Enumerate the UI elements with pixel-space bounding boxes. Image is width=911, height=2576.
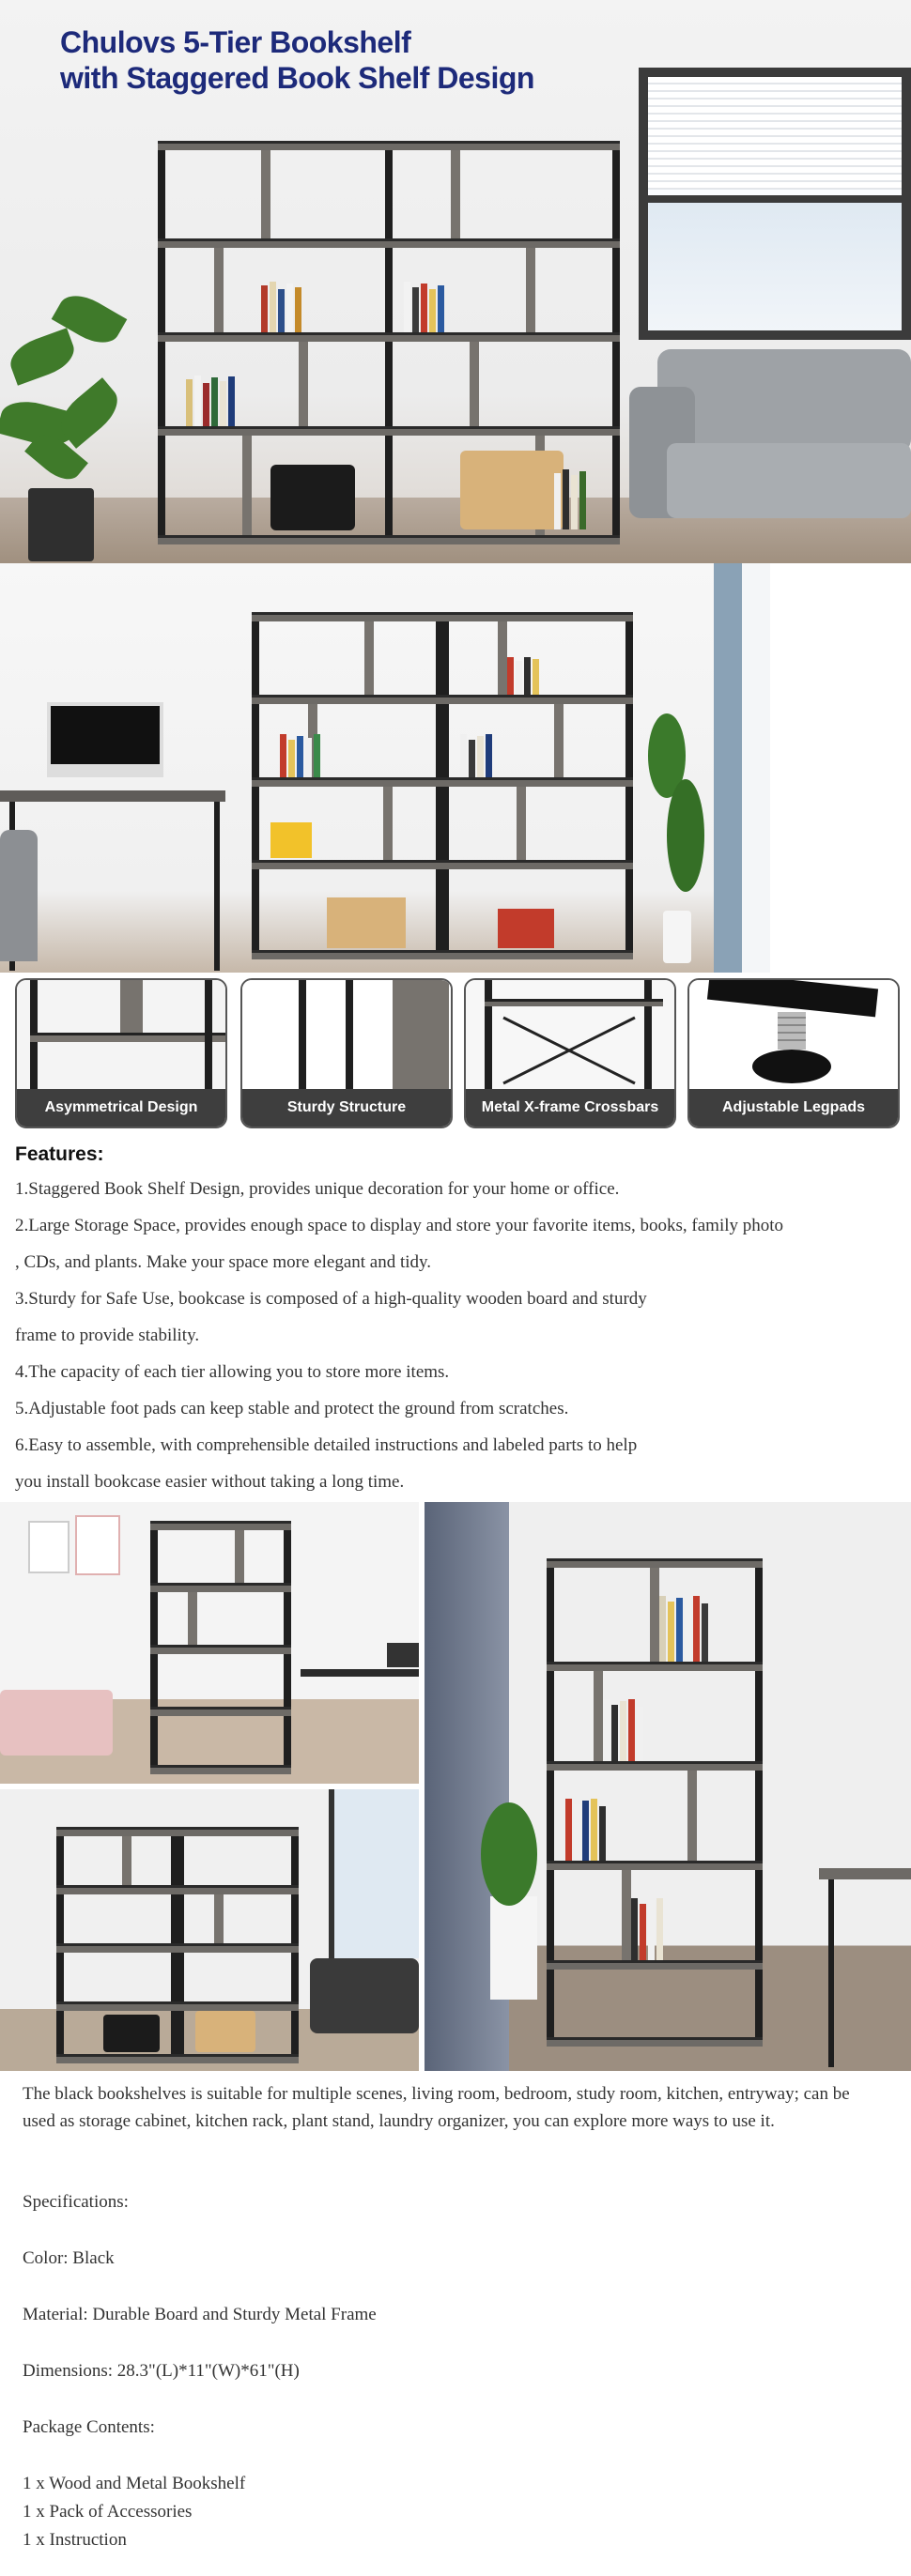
feature-line: 6.Easy to assemble, with comprehensible detailed instructions and labeled parts to help [15,1435,638,1455]
title-line-2: with Staggered Book Shelf Design [60,61,534,95]
spec-color: Color: Black [23,2248,115,2268]
feature-tiles [0,973,911,1134]
feature-tile-asymmetrical [15,978,227,1128]
tile-caption: Asymmetrical Design [17,1089,225,1127]
bookshelf-photo [158,141,393,544]
feature-tile-legpads [687,978,900,1128]
feature-line: frame to provide stability. [15,1326,200,1345]
spec-dimensions: Dimensions: 28.3"(L)*11"(W)*61"(H) [23,2361,300,2381]
features-section [0,1134,911,1502]
specs-heading: Specifications: [23,2192,129,2212]
package-item: 1 x Wood and Metal Bookshelf [23,2474,246,2493]
package-item: 1 x Pack of Accessories [23,2502,193,2522]
monitor-icon [47,702,163,777]
living-room-photo [0,1789,419,2071]
package-heading: Package Contents: [23,2417,155,2437]
office-scene-photo [0,563,911,973]
sofa-image [629,349,911,537]
feature-line: 3.Sturdy for Safe Use, bookcase is composed of a high-quality wooden board and sturdy [15,1289,647,1309]
description-intro: The black bookshelves is suitable for multiple scenes, living room, bedroom, study room, kitchen, entryway; can be used as storage cabinet, kitchen rack, plant stand, laundry organizer, you can explore more ways to use it. [23,2084,850,2131]
feature-line: you install bookcase easier without taking a long time. [15,1472,405,1492]
package-item: 1 x Instruction [23,2530,127,2550]
window-image [639,68,911,340]
feature-tile-sturdy [240,978,453,1128]
feature-line: 5.Adjustable foot pads can keep stable and protect the ground from scratches. [15,1399,569,1418]
spec-material: Material: Durable Board and Sturdy Metal Frame [23,2305,377,2324]
description-section [0,2071,911,2576]
chair [0,830,38,961]
hero-banner [0,0,911,563]
desk [0,790,225,802]
page-title [60,24,534,96]
feature-line: 2.Large Storage Space, provides enough space to display and store your favorite items, books, family photo [15,1216,784,1235]
study-room-photo [425,1502,911,2071]
bookshelf-photo [385,141,620,544]
feature-line: 4.The capacity of each tier allowing you to store more items. [15,1362,450,1382]
feature-tile-crossbars [464,978,676,1128]
features-heading: Features: [15,1143,104,1165]
tile-caption: Metal X-frame Crossbars [466,1089,674,1127]
title-line-1: Chulovs 5-Tier Bookshelf [60,25,411,59]
photo-collage [0,1502,911,2071]
tile-caption: Adjustable Legpads [689,1089,898,1127]
bedroom-photo [0,1502,419,1784]
feature-line: , CDs, and plants. Make your space more elegant and tidy. [15,1252,432,1272]
curtain [714,563,911,973]
bookshelf-photo [441,612,633,959]
tile-caption: Sturdy Structure [242,1089,451,1127]
feature-line: 1.Staggered Book Shelf Design, provides unique decoration for your home or office. [15,1179,620,1199]
bookshelf-photo [252,612,443,959]
